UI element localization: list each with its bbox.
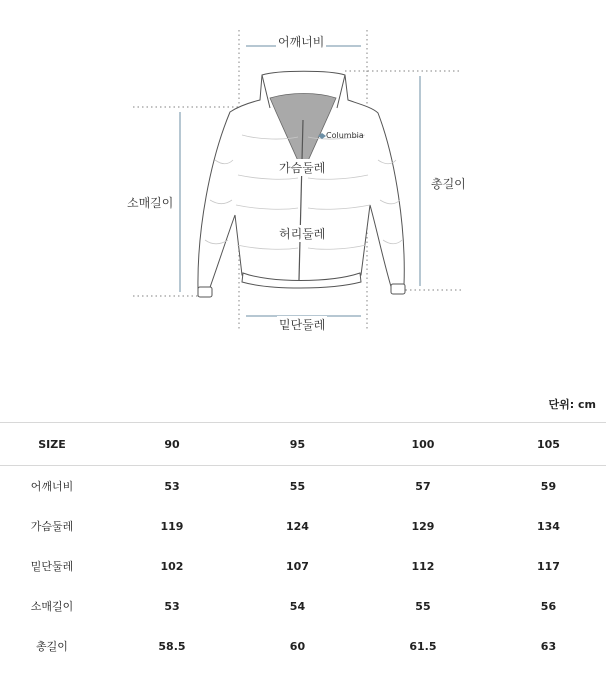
- table-cell: 59: [540, 479, 557, 493]
- table-cell: 53: [164, 599, 180, 613]
- header-size-cell: 95: [240, 423, 355, 466]
- table-cell: 112: [411, 559, 435, 573]
- label-hem: 밑단둘레: [279, 318, 326, 332]
- label-sleeve-length: 소매길이: [127, 196, 174, 210]
- size-table: [0, 422, 606, 666]
- row-label: 어깨너비: [30, 480, 74, 493]
- table-cell: 129: [411, 519, 435, 533]
- table-cell: 56: [540, 599, 557, 613]
- unit-label: 단위: cm: [548, 398, 596, 411]
- table-cell: 61.5: [409, 639, 437, 653]
- table-cell: 102: [160, 559, 184, 573]
- row-label: 밑단둘레: [30, 560, 74, 573]
- table-cell: 63: [540, 639, 557, 653]
- table-cell: 134: [536, 519, 560, 533]
- header-size-label: SIZE: [0, 423, 104, 466]
- table-cell: 124: [285, 519, 309, 533]
- table-row: [0, 466, 606, 507]
- table-row: [0, 626, 606, 666]
- label-waist: 허리둘레: [279, 227, 326, 241]
- table-cell: 55: [415, 599, 431, 613]
- table-cell: 55: [289, 479, 306, 493]
- row-label: 가슴둘레: [30, 520, 74, 533]
- label-chest: 가슴둘레: [279, 161, 326, 175]
- row-label: 총길이: [36, 640, 68, 653]
- table-cell: 107: [285, 559, 309, 573]
- table-row: [0, 546, 606, 586]
- table-cell: 58.5: [158, 639, 186, 653]
- table-cell: 60: [289, 639, 306, 653]
- label-total-length: 총길이: [431, 177, 466, 191]
- label-shoulder-width: 어깨너비: [278, 35, 325, 49]
- header-size-cell: 105: [491, 423, 606, 466]
- table-header-row: [0, 423, 606, 466]
- table-cell: 54: [289, 599, 306, 613]
- brand-logo-text: Columbia: [326, 131, 364, 140]
- header-size-cell: 100: [355, 423, 491, 466]
- table-row: [0, 506, 606, 546]
- table-cell: 53: [164, 479, 180, 493]
- table-cell: 57: [415, 479, 431, 493]
- table-row: [0, 586, 606, 626]
- table-cell: 117: [536, 559, 560, 573]
- row-label: 소매길이: [30, 600, 74, 613]
- header-size-cell: 90: [104, 423, 240, 466]
- table-cell: 119: [160, 519, 184, 533]
